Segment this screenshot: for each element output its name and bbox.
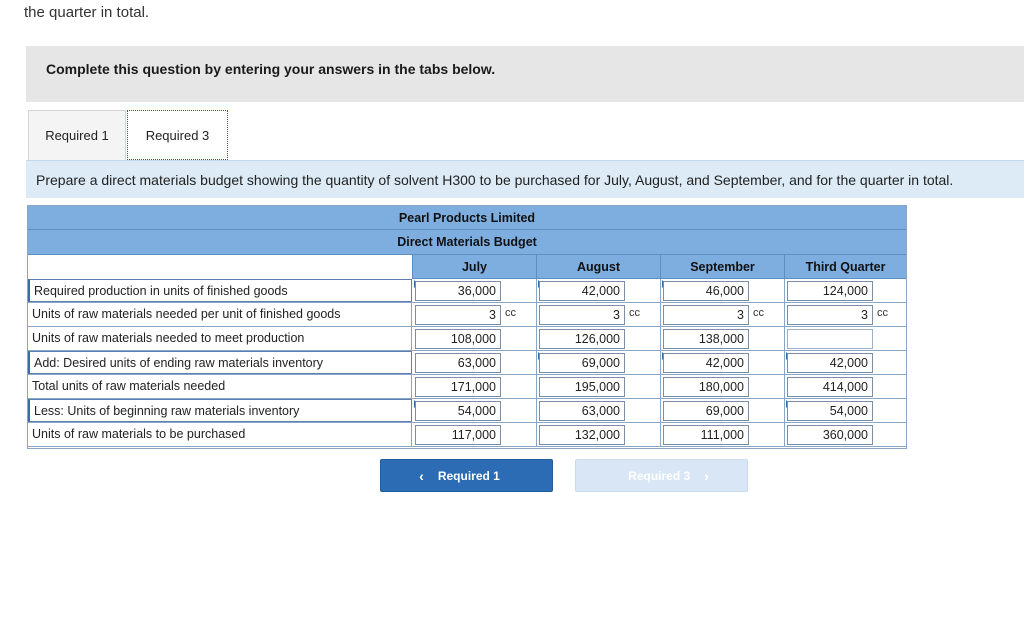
cell-third-quarter[interactable]: 360,000 xyxy=(787,425,873,445)
column-divider xyxy=(536,375,537,398)
cell-july[interactable]: 36,000 xyxy=(415,281,501,301)
cell-july[interactable]: 54,000 xyxy=(415,401,501,421)
cell-august[interactable]: 126,000 xyxy=(539,329,625,349)
column-header-blank xyxy=(28,255,412,279)
budget-row-ending-inventory xyxy=(28,351,906,375)
cell-september[interactable]: 46,000 xyxy=(663,281,749,301)
column-divider xyxy=(660,327,661,350)
column-divider xyxy=(536,279,537,302)
cell-third-quarter[interactable]: 414,000 xyxy=(787,377,873,397)
unit-label: cc xyxy=(505,307,516,319)
column-divider xyxy=(536,327,537,350)
cell-july[interactable]: 171,000 xyxy=(415,377,501,397)
tab-label: Required 1 xyxy=(45,128,109,143)
cell-august[interactable]: 42,000 xyxy=(539,281,625,301)
cell-july[interactable]: 3 xyxy=(415,305,501,325)
chevron-left-icon: ‹ xyxy=(419,467,424,484)
unit-label: cc xyxy=(629,307,640,319)
budget-row-beginning-inventory xyxy=(28,399,906,423)
column-divider xyxy=(660,279,661,302)
cell-july[interactable]: 117,000 xyxy=(415,425,501,445)
row-label-select[interactable]: Less: Units of beginning raw materials inventory xyxy=(28,399,412,422)
budget-row-raw-needed-production xyxy=(28,327,906,351)
budget-row-to-be-purchased xyxy=(28,423,906,447)
question-tail-text: the quarter in total. xyxy=(24,4,150,21)
column-divider xyxy=(784,327,785,350)
cell-september[interactable]: 3 xyxy=(663,305,749,325)
column-divider xyxy=(660,399,661,422)
cell-september[interactable]: 111,000 xyxy=(663,425,749,445)
cell-third-quarter[interactable]: 54,000 xyxy=(787,401,873,421)
cell-august[interactable]: 3 xyxy=(539,305,625,325)
cell-third-quarter[interactable] xyxy=(787,329,873,349)
previous-button[interactable] xyxy=(380,459,553,492)
row-label: Units of raw materials to be purchased xyxy=(28,423,412,446)
row-label: Units of raw materials needed to meet production xyxy=(28,327,412,350)
cell-september[interactable]: 138,000 xyxy=(663,329,749,349)
budget-title: Direct Materials Budget xyxy=(28,230,906,255)
cell-september[interactable]: 180,000 xyxy=(663,377,749,397)
cell-third-quarter[interactable]: 124,000 xyxy=(787,281,873,301)
column-divider xyxy=(784,351,785,374)
cell-july[interactable]: 63,000 xyxy=(415,353,501,373)
column-divider xyxy=(784,303,785,326)
cell-july[interactable]: 108,000 xyxy=(415,329,501,349)
tab-label: Required 3 xyxy=(145,127,210,143)
row-label: Units of raw materials needed per unit of finished goods xyxy=(28,303,412,326)
tab-required-1[interactable] xyxy=(28,110,126,160)
row-label-select[interactable]: Required production in units of finished goods xyxy=(28,279,412,302)
column-divider xyxy=(784,279,785,302)
column-divider xyxy=(536,303,537,326)
column-divider xyxy=(784,423,785,446)
chevron-right-icon: › xyxy=(704,467,709,484)
prompt-text: Prepare a direct materials budget showing the quantity of solvent H300 to be purchased for July, August, and September, and for the quarter in total. xyxy=(36,172,954,188)
column-header-august: August xyxy=(536,255,660,279)
column-header-third-quarter: Third Quarter xyxy=(784,255,906,279)
prompt-bar xyxy=(26,160,1024,198)
cell-august[interactable]: 132,000 xyxy=(539,425,625,445)
row-label-select[interactable]: Add: Desired units of ending raw materials inventory xyxy=(28,351,412,374)
budget-row-required-production xyxy=(28,279,906,303)
column-divider xyxy=(660,303,661,326)
budget-row-total-needed xyxy=(28,375,906,399)
previous-button-label: Required 1 xyxy=(437,468,500,483)
column-header-row xyxy=(28,255,906,279)
column-divider xyxy=(784,399,785,422)
cell-third-quarter[interactable]: 3 xyxy=(787,305,873,325)
budget-row-raw-per-unit xyxy=(28,303,906,327)
next-button-label: Required 3 xyxy=(628,468,691,483)
cell-august[interactable]: 195,000 xyxy=(539,377,625,397)
column-divider xyxy=(660,423,661,446)
column-divider xyxy=(784,375,785,398)
cell-september[interactable]: 69,000 xyxy=(663,401,749,421)
cell-third-quarter[interactable]: 42,000 xyxy=(787,353,873,373)
column-divider xyxy=(536,423,537,446)
cell-september[interactable]: 42,000 xyxy=(663,353,749,373)
column-header-july: July xyxy=(412,255,536,279)
company-name: Pearl Products Limited xyxy=(28,206,906,230)
column-divider xyxy=(660,351,661,374)
column-divider xyxy=(660,375,661,398)
next-button[interactable] xyxy=(575,459,748,492)
instruction-text: Complete this question by entering your answers in the tabs below. xyxy=(46,61,496,77)
unit-label: cc xyxy=(877,307,888,319)
cell-august[interactable]: 69,000 xyxy=(539,353,625,373)
row-label: Total units of raw materials needed xyxy=(28,375,412,398)
column-header-september: September xyxy=(660,255,784,279)
column-divider xyxy=(536,351,537,374)
column-divider xyxy=(536,399,537,422)
unit-label: cc xyxy=(753,307,764,319)
instruction-bar xyxy=(26,46,1024,102)
cell-august[interactable]: 63,000 xyxy=(539,401,625,421)
tab-required-3[interactable] xyxy=(127,110,228,160)
direct-materials-budget xyxy=(27,205,907,449)
